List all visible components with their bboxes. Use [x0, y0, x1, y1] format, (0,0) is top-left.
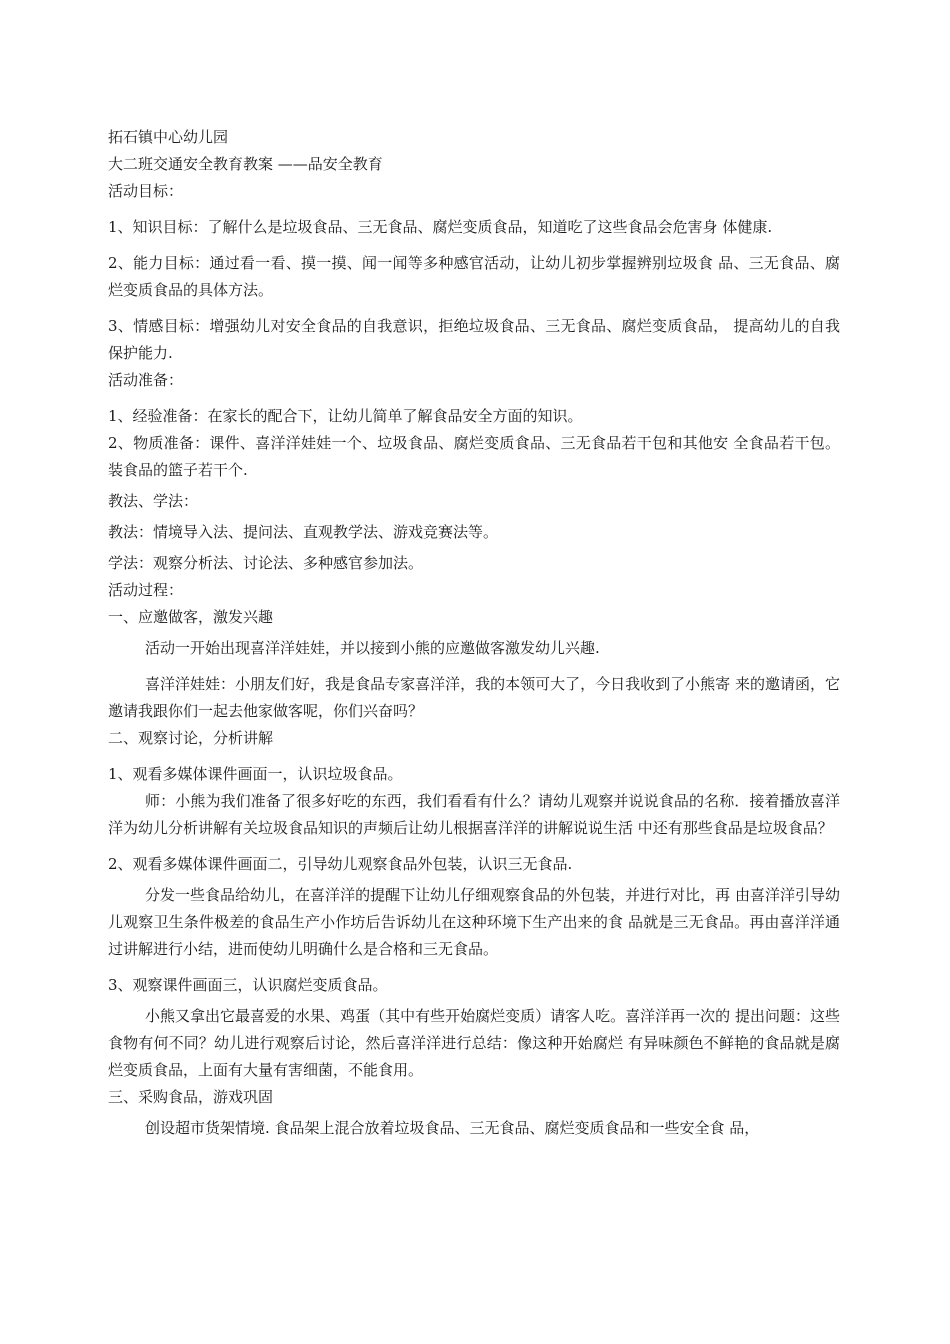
process-heading: 活动过程： [108, 581, 184, 599]
prep-heading: 活动准备： [108, 371, 184, 389]
section-1-paragraph-1: 活动一开始出现喜洋洋娃娃，并以接到小熊的应邀做客激发幼儿兴趣. [145, 639, 600, 657]
section-3-title: 三、采购食品，游戏巩固 [108, 1088, 274, 1106]
method-heading: 教法、学法： [108, 492, 199, 510]
section-1-paragraph-2: 喜洋洋娃娃：小朋友们好，我是食品专家喜洋洋，我的本领可大了，今日我收到了小熊寄 来的邀请函，它邀请我跟你们一起去他家做客呢，你们兴奋吗？ [108, 675, 840, 720]
section-2-item-3-paragraph: 小熊又拿出它最喜爱的水果、鸡蛋（其中有些开始腐烂变质）请客人吃。喜洋洋再一次的 提出问题：这些食物有何不同？幼儿进行观察后讨论，然后喜洋洋进行总结：像这种开始腐烂 有异味颜色不鲜艳的食品就是腐烂变质食品，上面有大量有害细菌，不能食用。 [108, 1007, 840, 1079]
teaching-method: 教法：情境导入法、提问法、直观教学法、游戏竞赛法等。 [108, 523, 499, 541]
section-1-title: 一、应邀做客，激发兴趣 [108, 608, 274, 626]
prep-materials: 2、物质准备：课件、喜洋洋娃娃一个、垃圾食品、腐烂变质食品、三无食品若干包和其他安 全食品若干包。装食品的篮子若干个. [108, 434, 840, 479]
section-3-paragraph-1: 创设超市货架情境. 食品架上混合放着垃圾食品、三无食品、腐烂变质食品和一些安全食 品， [145, 1119, 760, 1137]
section-2-item-2: 2、观看多媒体课件画面二，引导幼儿观察食品外包装，认识三无食品. [108, 855, 573, 873]
section-2-title: 二、观察讨论，分析讲解 [108, 729, 274, 747]
goal-ability: 2、能力目标：通过看一看、摸一摸、闻一闻等多种感官活动，让幼儿初步掌握辨别垃圾食 品、三无食品、腐烂变质食品的具体方法。 [108, 254, 840, 299]
section-2-item-1: 1、观看多媒体课件画面一，认识垃圾食品。 [108, 765, 403, 783]
goals-heading: 活动目标： [108, 182, 184, 200]
section-2-item-3: 3、观察课件画面三，认识腐烂变质食品。 [108, 976, 388, 994]
prep-experience: 1、经验准备：在家长的配合下，让幼儿简单了解食品安全方面的知识。 [108, 407, 583, 425]
school-name: 拓石镇中心幼儿园 [108, 128, 229, 146]
learning-method: 学法：观察分析法、讨论法、多种感官参加法。 [108, 554, 424, 572]
lesson-title: 大二班交通安全教育教案 ——品安全教育 [108, 155, 383, 173]
goal-knowledge: 1、知识目标：了解什么是垃圾食品、三无食品、腐烂变质食品，知道吃了这些食品会危害身 体健康. [108, 218, 773, 236]
document-body [108, 124, 840, 1142]
section-2-item-2-paragraph: 分发一些食品给幼儿，在喜洋洋的提醒下让幼儿仔细观察食品的外包装，并进行对比，再 由喜洋洋引导幼儿观察卫生条件极差的食品生产小作坊后告诉幼儿在这种环境下生产出来的食 品就是三无食品。再由喜洋洋通过讲解进行小结，进而使幼儿明确什么是合格和三无食品。 [108, 886, 840, 958]
goal-emotion: 3、情感目标：增强幼儿对安全食品的自我意识，拒绝垃圾食品、三无食品、腐烂变质食品， 提高幼儿的自我保护能力. [108, 317, 840, 362]
section-2-item-1-paragraph: 师：小熊为我们准备了很多好吃的东西，我们看看有什么？请幼儿观察并说说食品的名称．接着播放喜洋洋为幼儿分析讲解有关垃圾食品知识的声频后让幼儿根据喜洋洋的讲解说说生活 中还有那些食品是垃圾食品？ [108, 792, 840, 837]
